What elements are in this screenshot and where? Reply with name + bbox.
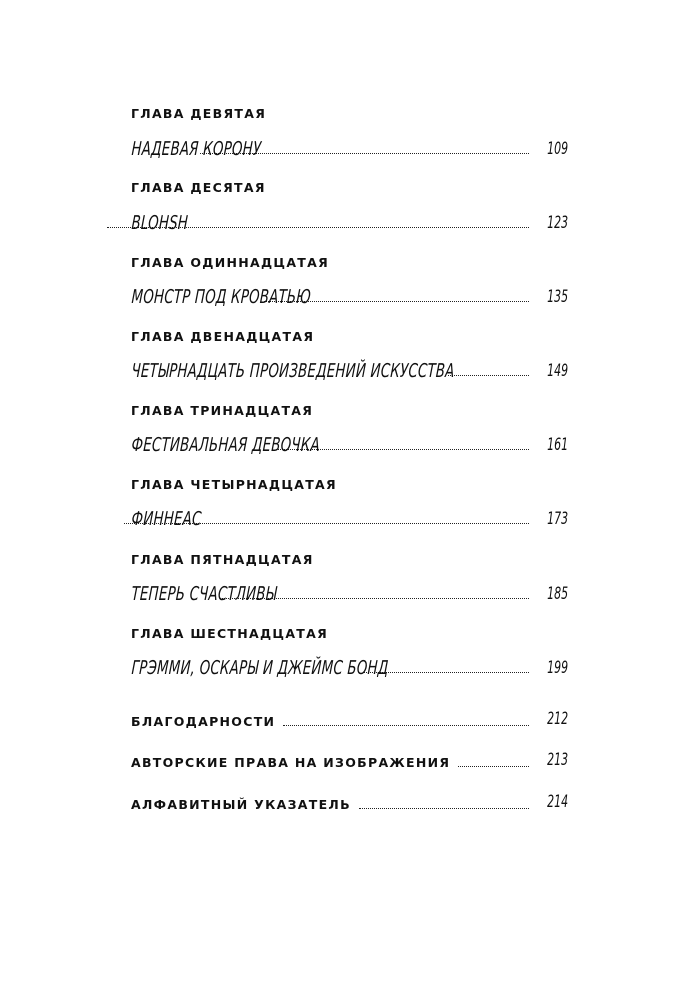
chapter-title: МОНСТР ПОД КРОВАТЬЮ (131, 286, 312, 308)
toc-entry-index[interactable] (131, 791, 568, 813)
dot-leader (458, 766, 528, 767)
toc-entry[interactable] (131, 286, 568, 308)
toc-entry[interactable] (131, 583, 568, 605)
toc-entry[interactable] (131, 360, 568, 382)
chapter-label: ГЛАВА ДЕСЯТАЯ (131, 180, 266, 195)
section-title: АВТОРСКИЕ ПРАВА НА ИЗОБРАЖЕНИЯ (131, 755, 451, 770)
page-number: 214 (546, 792, 568, 812)
chapter-title: ТЕПЕРЬ СЧАСТЛИВЫ (131, 583, 278, 605)
page-number: 161 (546, 435, 568, 455)
dot-leader (363, 672, 528, 673)
toc-entry[interactable] (131, 508, 568, 530)
chapter-label: ГЛАВА ТРИНАДЦАТАЯ (131, 403, 314, 418)
toc-entry[interactable] (131, 434, 568, 456)
page-number: 185 (546, 584, 568, 604)
toc-entry[interactable] (131, 657, 568, 679)
chapter-title: НАДЕВАЯ КОРОНУ (131, 138, 262, 160)
page-number: 199 (546, 658, 568, 678)
toc-entry[interactable] (131, 138, 568, 160)
section-title: БЛАГОДАРНОСТИ (131, 714, 276, 729)
chapter-title: ЧЕТЫРНАДЦАТЬ ПРОИЗВЕДЕНИЙ ИСКУССТВА (131, 360, 456, 382)
page-number: 149 (546, 361, 568, 381)
chapter-label: ГЛАВА ОДИННАДЦАТАЯ (131, 255, 330, 270)
page-number: 109 (546, 139, 568, 159)
chapter-title: ФИННЕАС (131, 508, 203, 530)
toc-entry[interactable] (131, 212, 568, 234)
chapter-label: ГЛАВА ДЕВЯТАЯ (131, 106, 267, 121)
toc-entry-acknowledgements[interactable] (131, 708, 568, 730)
page-number: 173 (546, 509, 568, 529)
chapter-title: ГРЭММИ, ОСКАРЫ И ДЖЕЙМС БОНД (131, 657, 390, 679)
dot-leader (283, 725, 529, 726)
chapter-title: BLOHSH (131, 212, 189, 234)
dot-leader (448, 375, 529, 376)
dot-leader (359, 808, 529, 809)
page-number: 123 (546, 213, 568, 233)
chapter-title: ФЕСТИВАЛЬНАЯ ДЕВОЧКА (131, 434, 321, 456)
page-number: 213 (546, 750, 568, 770)
chapter-label: ГЛАВА ПЯТНАДЦАТАЯ (131, 552, 314, 567)
chapter-label: ГЛАВА ЧЕТЫРНАДЦАТАЯ (131, 477, 337, 492)
page-number: 212 (546, 709, 568, 729)
toc-entry-image-credits[interactable] (131, 749, 568, 771)
section-title: АЛФАВИТНЫЙ УКАЗАТЕЛЬ (131, 797, 351, 812)
chapter-label: ГЛАВА ШЕСТНАДЦАТАЯ (131, 626, 329, 641)
chapter-label: ГЛАВА ДВЕНАДЦАТАЯ (131, 329, 315, 344)
page-number: 135 (546, 287, 568, 307)
